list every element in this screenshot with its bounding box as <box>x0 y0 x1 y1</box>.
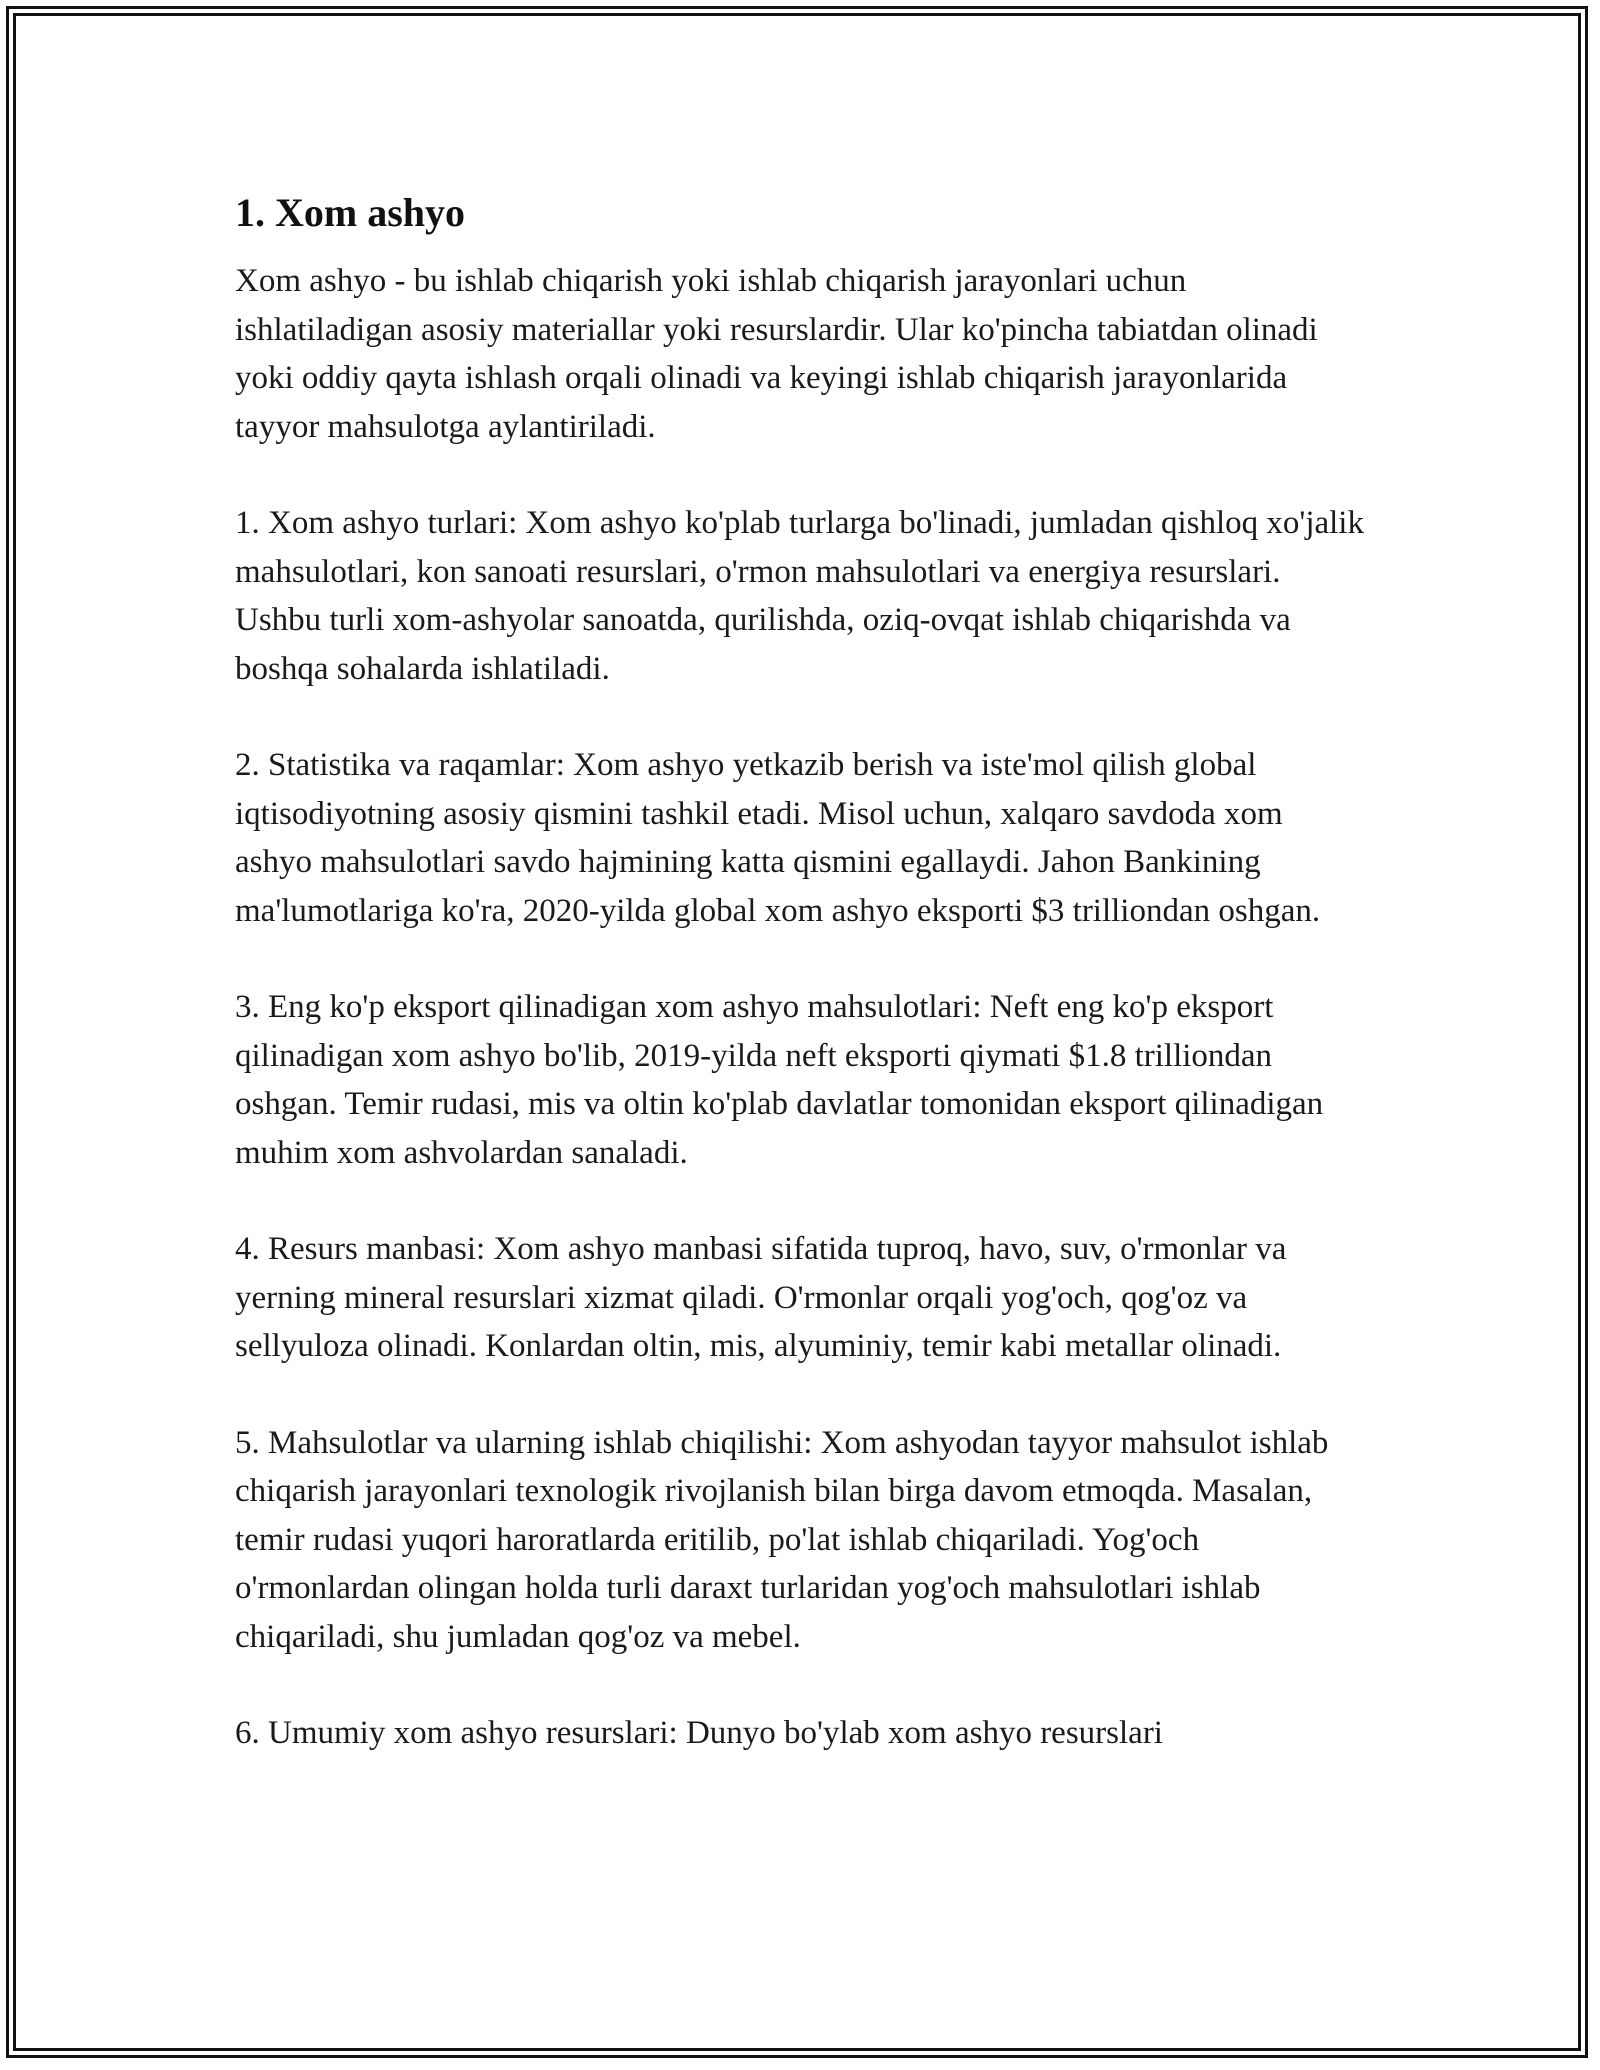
intro-paragraph: Xom ashyo - bu ishlab chiqarish yoki ishlab chiqarish jarayonlari uchun ishlatiladigan asosiy materiallar yoki resurslardir. Ular ko'pincha tabiatdan olinadi yoki oddiy qayta ishlash orqali olinadi va keyingi ishlab chiqarish jarayonlarida tayyor mahsulotga aylantiriladi. <box>235 263 1318 445</box>
paragraph-general-resources: 6. Umumiy xom ashyo resurslari: Dunyo bo'ylab xom ashyo resurslari <box>235 1715 1163 1751</box>
paragraph-resource-source: 4. Resurs manbasi: Xom ashyo manbasi sifatida tuproq, havo, suv, o'rmonlar va yerning mineral resurslari xizmat qiladi. O'rmonlar orqali yog'och, qog'oz va sellyuloza olinadi. Konlardan oltin, mis, alyuminiy, temir kabi metallar olinadi. <box>235 1231 1287 1364</box>
paragraph-products-production: 5. Mahsulotlar va ularning ishlab chiqilishi: Xom ashyodan tayyor mahsulot ishlab chiqarish jarayonlari texnologik rivojlanish bilan birga davom etmoqda. Masalan, temir rudasi yuqori haroratlarda eritilib, po'lat ishlab chiqariladi. Yog'och o'rmonlardan olingan holda turli daraxt turlaridan yog'och mahsulotlari ishlab chiqariladi, shu jumladan qog'oz va mebel. <box>235 1424 1329 1655</box>
paragraph-raw-material-types: 1. Xom ashyo turlari: Xom ashyo ko'plab turlarga bo'linadi, jumladan qishloq xo'jalik mahsulotlari, kon sanoati resurslari, o'rmon mahsulotlari va energiya resurslari. Ushbu turli xom-ashyolar sanoatda, qurilishda, oziq-ovqat ishlab chiqarishda va boshqa sohalarda ishlatiladi. <box>235 505 1364 687</box>
document-body <box>235 185 1365 1806</box>
paragraph-statistics: 2. Statistika va raqamlar: Xom ashyo yetkazib berish va iste'mol qilish global iqtisodiyotning asosiy qismini tashkil etadi. Misol uchun, xalqaro savdoda xom ashyo mahsulotlari savdo hajmining katta qismini egallaydi. Jahon Bankining ma'lumotlariga ko'ra, 2020-yilda global xom ashyo eksporti $3 trilliondan oshgan. <box>235 747 1321 929</box>
paragraph-top-exports: 3. Eng ko'p eksport qilinadigan xom ashyo mahsulotlari: Neft eng ko'p eksport qilinadigan xom ashyo bo'lib, 2019-yilda neft eksporti qiymati $1.8 trilliondan oshgan. Temir rudasi, mis va oltin ko'plab davlatlar tomonidan eksport qilinadigan muhim xom ashvolardan sanaladi. <box>235 989 1324 1171</box>
page-title: 1. Xom ashyo <box>235 190 466 235</box>
